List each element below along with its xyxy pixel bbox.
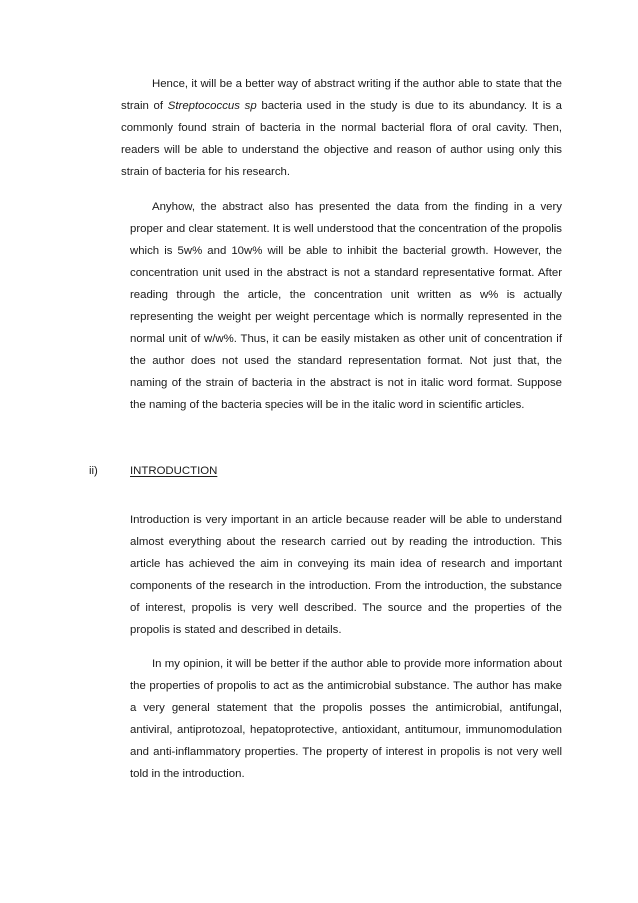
section-number: ii) [89,465,98,477]
paragraph-text: bacteria used in the study is due to its abundancy. It is a commonly found strain of bacteria in the normal bacterial flora of oral cavity. Then, readers will be able to understand the objective and reason of author using only this strain of bacteria for his research. [121,100,563,178]
species-name-italic: Streptococcus sp [167,100,257,112]
paragraph-introduction-overview: Introduction is very important in an article because reader will be able to understand almost everything about the research carried out by reading the introduction. This article has achieved the aim in conveying its main idea of research and important components of the research in the introduction. From the introduction, the substance of interest, propolis is very well described. The source and the properties of the propolis is stated and described in details. [130,514,562,636]
paragraph-abstract-strain [121,73,562,183]
paragraph-text: Hence, it will be a better way of abstract writing if the author able to state that the strain of [121,78,562,112]
paragraph-introduction-opinion: In my opinion, it will be better if the author able to provide more information about the properties of propolis to act as the antimicrobial substance. The author has make a very general statement that the propolis posses the antimicrobial, antifungal, antiviral, antiprotozoal, hepatoprotective, antioxidant, antitumour, immunomodulation and anti-inflammatory properties. The property of interest in propolis is not very well told in the introduction. [130,658,562,780]
section-heading: INTRODUCTION [130,465,218,477]
paragraph-abstract-data: Anyhow, the abstract also has presented the data from the finding in a very proper and clear statement. It is well understood that the concentration of the propolis which is 5w% and 10w% will be able to inhibit the bacterial growth. However, the concentration unit used in the abstract is not a standard representative format. After reading through the article, the concentration unit written as w% is actually representing the weight per weight percentage which is normally represented in the normal unit of w/w%. Thus, it can be easily mistaken as other unit of concentration if the author does not used the standard representation format. Not just that, the naming of the strain of bacteria in the abstract is not in italic word format. Suppose the naming of the bacteria species will be in the italic word in scientific articles. [130,201,562,411]
